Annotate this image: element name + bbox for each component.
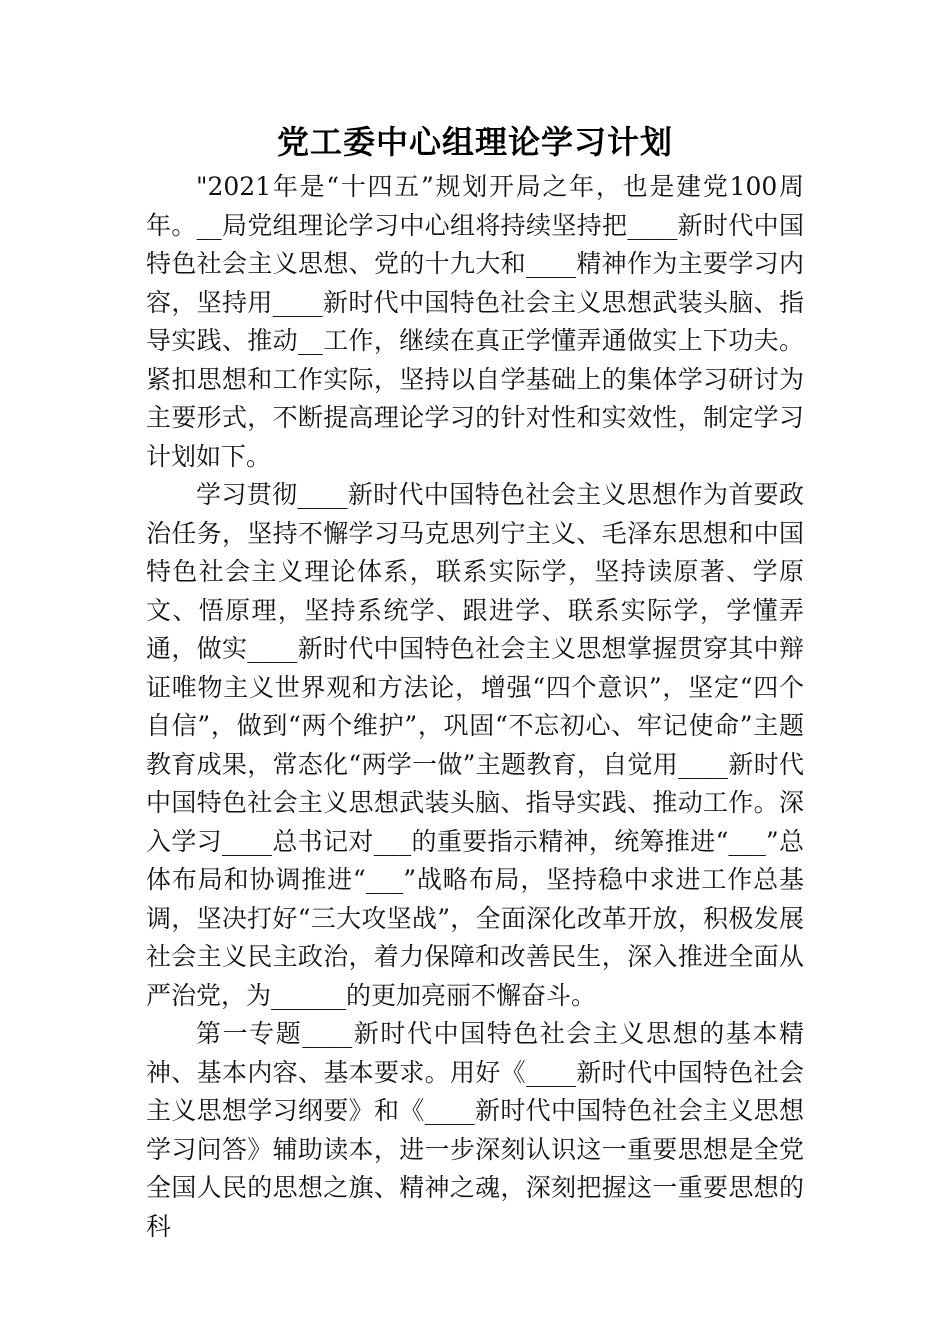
paragraph-study-task: 学习贯彻____新时代中国特色社会主义思想作为首要政治任务，坚持不懈学习马克思列宁主义、毛泽东思想和中国特色社会主义理论体系，联系实际学，坚持读原著、学原文、悟原理，坚持系统学、跟进学、联系实际学，学懂弄通，做实____新时代中国特色社会主义思想掌握贯穿其中辩证唯物主义世界观和方法论，增强“四个意识”，坚定“四个自信”，做到“两个维护”，巩固“不忘初心、牢记使命”主题教育成果，常态化“两学一做”主题教育，自觉用____新时代中国特色社会主义思想武装头脑、指导实践、推动工作。深入学习____总书记对___的重要指示精神，统筹推进“___”总体布局和协调推进“___”战略布局，坚持稳中求进工作总基调，坚决打好“三大攻坚战”，全面深化改革开放，积极发展社会主义民主政治，着力保障和改善民生，深入推进全面从严治党，为______的更加亮丽不懈奋斗。 [146, 480, 804, 1010]
paragraph-topic-one: 第一专题____新时代中国特色社会主义思想的基本精神、基本内容、基本要求。用好《____新时代中国特色社会主义思想学习纲要》和《____新时代中国特色社会主义思想学习问答》辅助读本，进一步深刻认识这一重要思想是全党全国人民的思想之旗、精神之魂，深刻把握这一重要思想的科 [146, 1019, 804, 1241]
paragraph-intro: "2021年是“十四五”规划开局之年，也是建党100周年。__局党组理论学习中心组将持续坚持把____新时代中国特色社会主义思想、党的十九大和____精神作为主要学习内容，坚持用____新时代中国特色社会主义思想武装头脑、指导实践、推动__工作，继续在真正学懂弄通做实上下功夫。紧扣思想和工作实际，坚持以自学基础上的集体学习研讨为主要形式，不断提高理论学习的针对性和实效性，制定学习计划如下。 [146, 172, 804, 471]
document-title: 党工委中心组理论学习计划 [276, 123, 673, 161]
document-body [146, 168, 804, 1246]
